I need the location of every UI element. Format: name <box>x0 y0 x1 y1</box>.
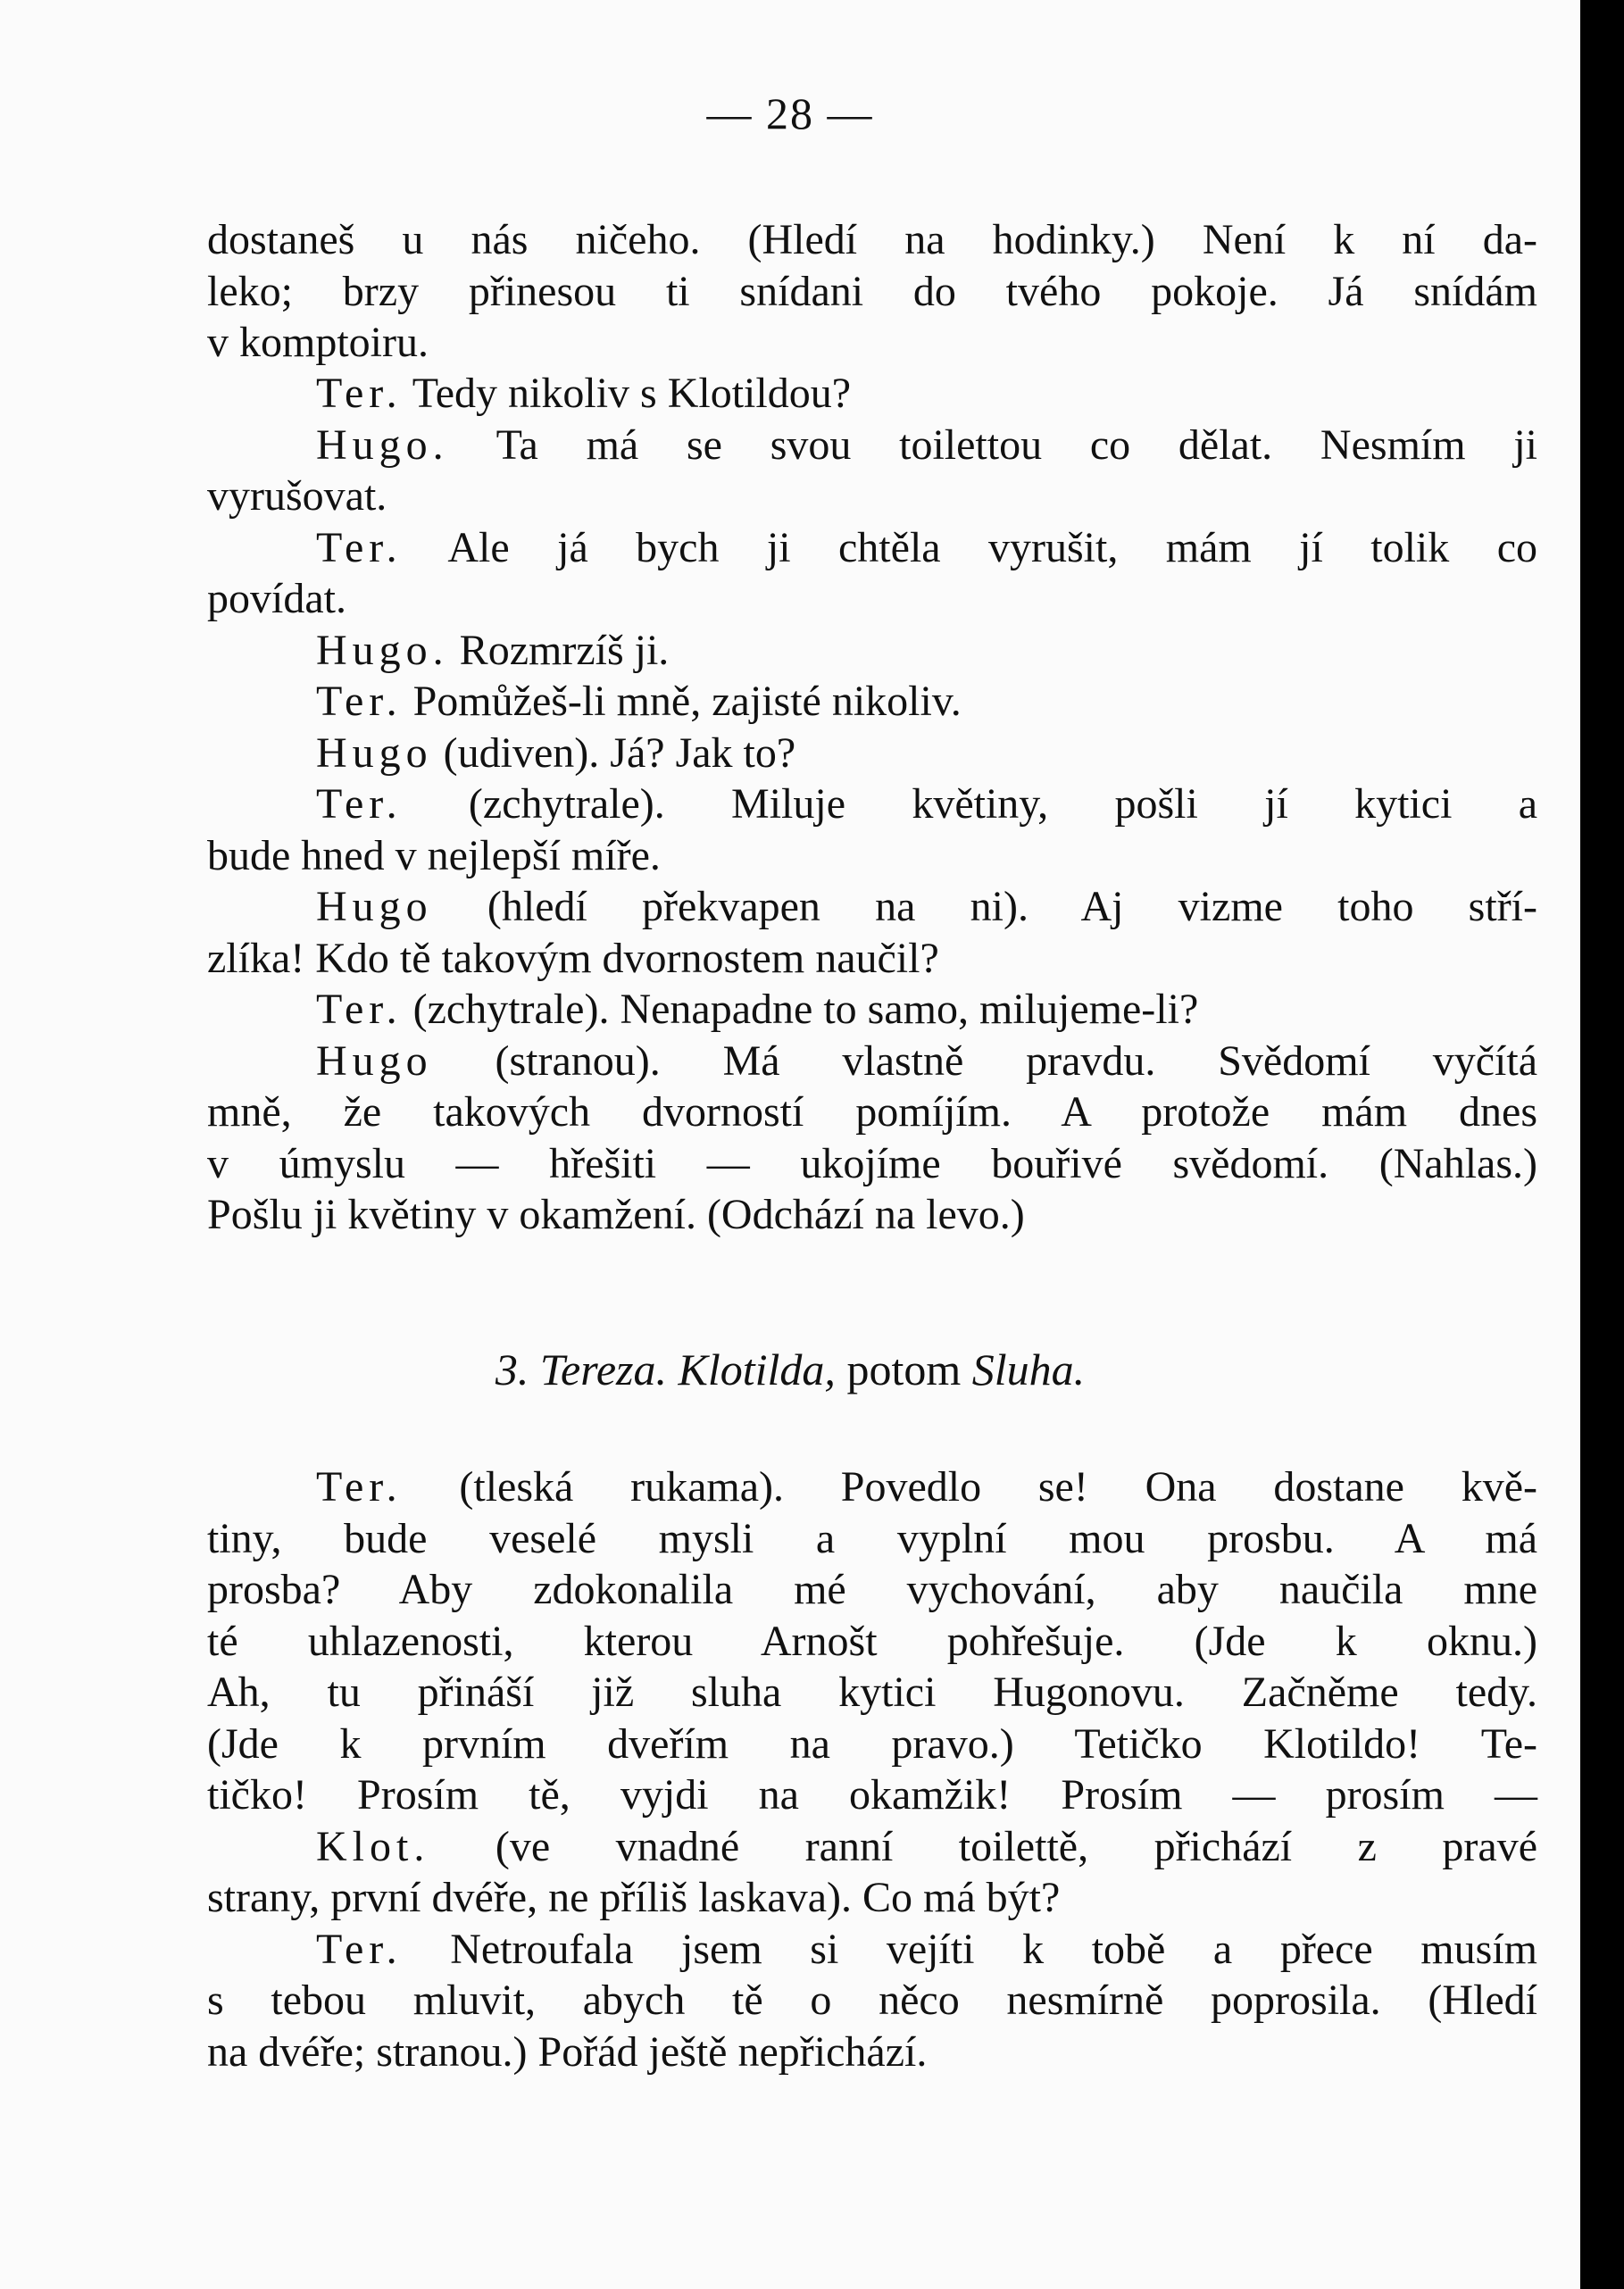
speech-text: s tebou mluvit, abych tě o něco nesmírně poprosila. (Hledí <box>207 1977 1537 2024</box>
speech-text: (hledí překvapen na ni). Aj vizme toho stří- <box>487 883 1538 930</box>
speech-text: Ale já bych ji chtěla vyrušit, mám jí tolik co <box>447 523 1537 571</box>
speaker-name: Hugo <box>316 1036 433 1085</box>
scene-heading <box>0 1344 1580 1395</box>
text-line: v komptoiru. <box>207 319 429 366</box>
dialogue-line <box>207 625 1537 677</box>
speech-text: prosba? Aby zdokonalila mé vychování, aby naučila mne <box>207 1566 1537 1613</box>
speaker-name: Ter. <box>316 523 403 571</box>
page-number: — 28 — <box>706 88 874 138</box>
speech-text: na dvéře; stranou.) Pořád ještě nepřichází. <box>207 2027 928 2076</box>
speech-text: Pošlu ji květiny v okamžení. (Odchází na levo.) <box>207 1191 1025 1238</box>
speaker-name: Ter. <box>316 1925 403 1973</box>
speech-text: (zchytrale). Miluje květiny, pošli jí kytici a <box>468 780 1537 828</box>
speech-text: Tedy nikoliv s Klotildou? <box>412 370 852 417</box>
speaker-name: Ter. <box>316 678 403 725</box>
speaker-name: Ter. <box>316 370 403 417</box>
dialogue-line <box>207 1924 1537 1976</box>
speaker-name: Klot. <box>316 1822 430 1870</box>
speech-text: vyrušovat. <box>207 472 387 520</box>
character-sluha: Sluha. <box>971 1344 1086 1394</box>
speech-text: (stranou). Má vlastně pravdu. Svědomí vyčítá <box>495 1036 1537 1085</box>
speech-text: povídat. <box>207 575 346 622</box>
speaker-name: Hugo. <box>316 626 449 674</box>
character-tereza: Tereza. <box>539 1344 668 1394</box>
speaker-name: Hugo <box>316 883 433 930</box>
speech-text: Netroufala jsem si vejíti k tobě a přece musím <box>450 1925 1537 1973</box>
speech-text: (udiven). Já? Jak to? <box>443 728 796 777</box>
dialogue-line <box>207 881 1537 933</box>
speech-text: (ve vnadné ranní toilettě, přichází z pravé <box>495 1822 1538 1870</box>
speech-text: tiny, bude veselé mysli a vyplní mou prosbu. A má <box>207 1514 1537 1562</box>
speech-text: (tleská rukama). Povedlo se! Ona dostane kvě- <box>459 1463 1538 1511</box>
character-klotilda: Klotilda, <box>678 1344 836 1394</box>
speech-text: Pomůžeš-li mně, zajisté nikoliv. <box>412 678 962 725</box>
dialogue-line <box>207 1036 1537 1087</box>
dialogue-line <box>207 984 1537 1036</box>
speech-text: strany, první dvéře, ne příliš laskava). Co má být? <box>207 1874 1061 1921</box>
text-line: dostaneš u nás ničeho. (Hledí na hodinky.) Není k ní da- <box>207 216 1537 263</box>
speech-text: v úmyslu — hřešiti — ukojíme bouřivé svědomí. (Nahlas.) <box>207 1139 1537 1187</box>
speech-text: tičko! Prosím tě, vyjdi na okamžik! Prosím — prosím — <box>207 1771 1537 1819</box>
speaker-name: Ter. <box>316 986 403 1033</box>
speech-text: (Jde k prvním dveřím na pravo.) Tetičko Klotildo! Te- <box>207 1719 1537 1768</box>
dialogue-block <box>207 368 1537 1241</box>
speech-text: bude hned v nejlepší míře. <box>207 831 661 879</box>
dialogue-line <box>207 778 1537 830</box>
dialogue-line <box>207 676 1537 728</box>
dialogue-line <box>207 1461 1537 1513</box>
speech-text: mně, že takových dvorností pomíjím. A protože mám dnes <box>207 1088 1537 1136</box>
dialogue-line <box>207 1821 1537 1873</box>
scene-connector: potom <box>846 1344 962 1394</box>
speaker-name: Ter. <box>316 1463 403 1511</box>
speaker-name: Hugo <box>316 728 433 777</box>
scene-number: 3. <box>495 1344 529 1394</box>
text-line: leko; brzy přinesou ti snídani do tvého pokoje. Já snídám <box>207 267 1537 315</box>
speech-text: Ta má se svou toilettou co dělat. Nesmím ji <box>496 420 1537 469</box>
dialogue-line <box>207 728 1537 779</box>
dialogue-line <box>207 420 1537 471</box>
dialogue-line <box>207 368 1537 420</box>
speech-text: té uhlazenosti, kterou Arnošt pohřešuje. (Jde k oknu.) <box>207 1617 1537 1665</box>
speaker-name: Ter. <box>316 780 403 828</box>
page-edge-shadow <box>1580 0 1624 2289</box>
dialogue-block-2 <box>207 1461 1537 2077</box>
speaker-name: Hugo. <box>316 420 449 469</box>
continuation-paragraph <box>207 214 1537 369</box>
speech-text: (zchytrale). Nenapadne to samo, milujeme-li? <box>412 986 1199 1033</box>
speech-text: Ah, tu přináší již sluha kytici Hugonovu. Začněme tedy. <box>207 1669 1537 1716</box>
speech-text: Rozmrzíš ji. <box>459 626 670 674</box>
speech-text: zlíka! Kdo tě takovým dvornostem naučil? <box>207 934 939 982</box>
dialogue-line <box>207 522 1537 574</box>
